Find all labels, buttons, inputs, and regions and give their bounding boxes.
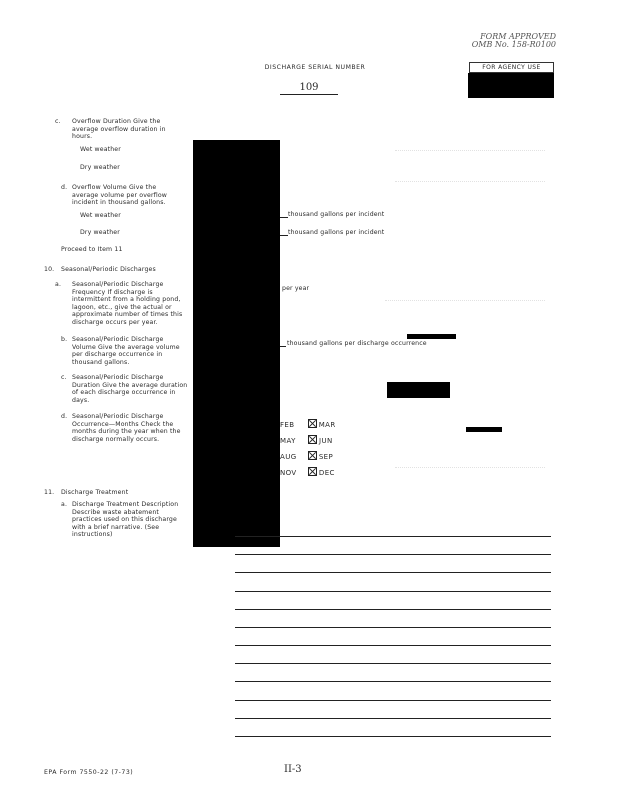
item-10b-letter: b. (61, 336, 68, 343)
bleed-through-marks (395, 150, 545, 182)
month-mar-checkbox[interactable] (308, 419, 317, 428)
narrative-line (235, 700, 551, 701)
narrative-line (235, 718, 551, 719)
narrative-lines[interactable] (235, 536, 551, 742)
item-10c-letter: c. (61, 374, 67, 381)
item-10d-text: Seasonal/Periodic Discharge Occurrence—Months Check the months during the year when the discharge normally occurs. (72, 413, 181, 443)
narrative-line (235, 736, 551, 737)
month-dec: DEC (318, 469, 335, 477)
item-11a-letter: a. (61, 501, 68, 508)
form-approved-line: FORM APPROVED (480, 32, 556, 41)
item-d-text: Give the average volume per overflow incident in thousand gallons. (72, 184, 168, 207)
serial-number-value: 109 (299, 82, 319, 93)
month-feb: FEB (280, 421, 295, 429)
discharge-volume-unit: thousand gallons per discharge occurrence (287, 340, 427, 347)
item-d-question (72, 184, 184, 207)
redaction-block (193, 140, 280, 547)
narrative-line (235, 645, 551, 646)
bleed-through-marks (395, 445, 545, 468)
month-mar: MAR (318, 421, 336, 429)
dry-volume-unit: thousand gallons per incident (288, 229, 385, 236)
item-c-title: Overflow Duration (72, 118, 132, 125)
item-11-number: 11. (44, 489, 55, 496)
form-approved-stamp (440, 33, 556, 49)
month-nov: NOV (280, 469, 297, 477)
month-jun: JUN (319, 437, 333, 445)
item-c-text: Give the average overflow duration in hours. (72, 118, 166, 141)
omb-number-line: OMB No. 158-R0100 (471, 40, 556, 49)
redaction-block (466, 427, 502, 432)
item-11a-text: Discharge Treatment Description Describe waste abatement practices used on this discharge with a brief narrative. (See instructions) (72, 501, 179, 539)
agency-use-label: FOR AGENCY USE (469, 62, 554, 73)
narrative-line (235, 609, 551, 610)
dry-volume-line (280, 235, 288, 236)
month-dec-checkbox[interactable] (308, 467, 317, 476)
item-11-title: Discharge Treatment (61, 489, 129, 496)
month-row-3 (280, 451, 333, 462)
item-10-number: 10. (44, 266, 55, 273)
month-aug: AUG (280, 453, 297, 461)
narrative-line (235, 627, 551, 628)
redaction-block (407, 334, 456, 339)
item-d-dry-label: Dry weather (80, 229, 120, 236)
page-number: II-3 (284, 764, 302, 775)
proceed-instruction: Proceed to Item 11 (61, 246, 123, 253)
narrative-line (235, 663, 551, 664)
volume-line (280, 346, 286, 347)
narrative-line (235, 572, 551, 573)
serial-number-underline (280, 94, 338, 95)
narrative-line (235, 554, 551, 555)
item-d-letter: d. (61, 184, 68, 191)
item-c-dry-label: Dry weather (80, 164, 120, 171)
month-sep-checkbox[interactable] (308, 451, 317, 460)
serial-number-label: DISCHARGE SERIAL NUMBER (264, 64, 366, 71)
item-10c-text: Seasonal/Periodic Discharge Duration Give the average duration of each discharge occurrence in days. (72, 374, 188, 404)
bleed-through-marks (385, 300, 545, 323)
month-row-2 (280, 435, 333, 446)
narrative-line (235, 591, 551, 592)
item-10a-text: Seasonal/Periodic Discharge Frequency If discharge is intermittent from a holding pond, lagoon, etc., give the actual or approximate number of times this discharge occurs per year. (72, 281, 183, 326)
wet-volume-line (280, 217, 288, 218)
item-10a-letter: a. (55, 281, 62, 288)
item-d-title: Overflow Volume (72, 184, 127, 191)
frequency-unit: per year (282, 285, 310, 292)
month-may: MAY (280, 437, 296, 445)
item-c-letter: c. (55, 118, 61, 125)
form-identifier: EPA Form 7550-22 (7-73) (44, 769, 134, 776)
month-jun-checkbox[interactable] (308, 435, 317, 444)
item-10d-letter: d. (61, 413, 68, 420)
redaction-block (468, 73, 554, 98)
wet-volume-unit: thousand gallons per incident (288, 211, 385, 218)
narrative-line (235, 536, 551, 537)
item-c-wet-label: Wet weather (80, 146, 121, 153)
narrative-line (235, 681, 551, 682)
item-d-wet-label: Wet weather (80, 212, 121, 219)
month-row-4 (280, 467, 335, 478)
item-10b-text: Seasonal/Periodic Discharge Volume Give the average volume per discharge occurrence in thousand gallons. (72, 336, 180, 366)
month-row-1 (280, 419, 336, 430)
redaction-block (387, 382, 450, 398)
month-sep: SEP (318, 453, 334, 461)
item-c-question (72, 118, 182, 141)
item-10-title: Seasonal/Periodic Discharges (61, 266, 156, 273)
